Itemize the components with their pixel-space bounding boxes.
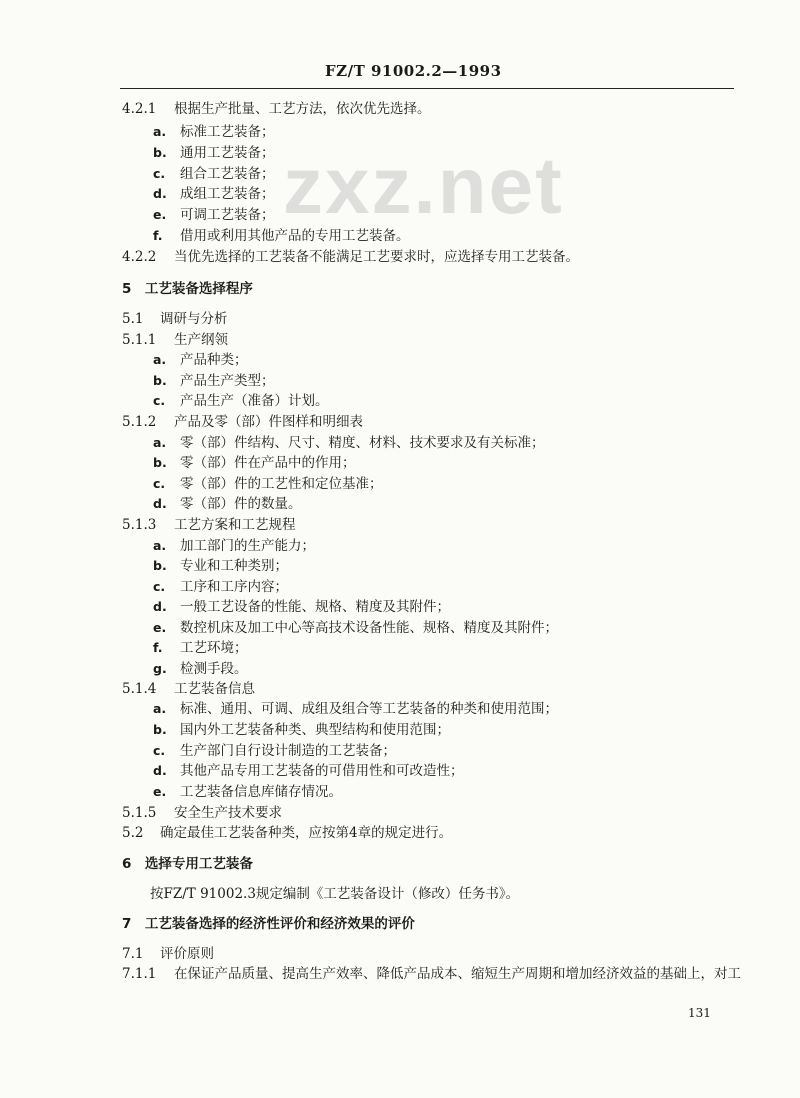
item-text: 数控机床及加工中心等高技术设备性能、规格、精度及其附件； xyxy=(180,620,558,636)
item-letter: b. xyxy=(153,722,167,737)
item-letter: b. xyxy=(153,558,167,573)
item-text: 工艺环境； xyxy=(180,640,248,656)
clause-text: 产品及零（部）件图样和明细表 xyxy=(174,414,363,430)
item-text: 一般工艺设备的性能、规格、精度及其附件； xyxy=(180,599,450,615)
item-text: 标准、通用、可调、成组及组合等工艺装备的种类和使用范围； xyxy=(180,701,558,717)
item-text: 专业和工种类别； xyxy=(180,558,288,574)
item-letter: a. xyxy=(153,701,167,716)
item-letter: e. xyxy=(153,207,167,222)
item-text: 成组工艺装备； xyxy=(180,186,275,202)
item-text: 其他产品专用工艺装备的可借用性和可改造性； xyxy=(180,763,464,779)
section-heading: 6 选择专用工艺装备 xyxy=(122,856,253,872)
item-letter: a. xyxy=(153,352,167,367)
item-text: 零（部）件结构、尺寸、精度、材料、技术要求及有关标准； xyxy=(180,435,545,451)
paragraph: 按FZ/T 91002.3规定编制《工艺装备设计（修改）任务书》。 xyxy=(150,886,520,902)
item-text: 通用工艺装备； xyxy=(180,145,275,161)
item-letter: a. xyxy=(153,435,167,450)
item-letter: g. xyxy=(153,661,167,676)
clause-text: 当优先选择的工艺装备不能满足工艺要求时，应选择专用工艺装备。 xyxy=(174,249,579,265)
section-heading: 7 工艺装备选择的经济性评价和经济效果的评价 xyxy=(122,916,415,932)
item-text: 借用或利用其他产品的专用工艺装备。 xyxy=(180,228,410,244)
item-letter: d. xyxy=(153,496,167,511)
clause-number: 5.2 xyxy=(122,825,144,841)
item-text: 工序和工序内容； xyxy=(180,579,288,595)
item-letter: e. xyxy=(153,784,167,799)
clause-number: 7.1 xyxy=(122,946,144,962)
clause-text: 工艺方案和工艺规程 xyxy=(174,517,296,533)
header-rule xyxy=(120,88,734,89)
item-letter: c. xyxy=(153,476,166,491)
clause-number: 5.1.3 xyxy=(122,517,157,533)
clause-number: 5.1.4 xyxy=(122,681,157,697)
item-text: 可调工艺装备； xyxy=(180,207,275,223)
item-letter: d. xyxy=(153,599,167,614)
item-text: 标准工艺装备； xyxy=(180,124,275,140)
item-letter: c. xyxy=(153,743,166,758)
clause-number: 4.2.1 xyxy=(122,101,157,117)
clause-text: 评价原则 xyxy=(160,946,214,962)
clause-text: 根据生产批量、工艺方法，依次优先选择。 xyxy=(174,101,431,117)
item-text: 检测手段。 xyxy=(180,661,248,677)
item-text: 零（部）件在产品中的作用； xyxy=(180,455,356,471)
clause-number: 5.1.2 xyxy=(122,414,157,430)
item-text: 国内外工艺装备种类、典型结构和使用范围； xyxy=(180,722,450,738)
item-letter: c. xyxy=(153,393,166,408)
item-text: 产品种类； xyxy=(180,352,248,368)
clause-text: 生产纲领 xyxy=(174,332,228,348)
clause-number: 7.1.1 xyxy=(122,966,157,982)
item-letter: d. xyxy=(153,763,167,778)
clause-text: 确定最佳工艺装备种类，应按第4章的规定进行。 xyxy=(160,825,453,841)
item-letter: b. xyxy=(153,455,167,470)
item-letter: c. xyxy=(153,579,166,594)
item-letter: a. xyxy=(153,124,167,139)
item-letter: e. xyxy=(153,620,167,635)
item-text: 零（部）件的数量。 xyxy=(180,496,302,512)
clause-number: 5.1.5 xyxy=(122,805,157,821)
item-text: 生产部门自行设计制造的工艺装备； xyxy=(180,743,396,759)
item-text: 组合工艺装备； xyxy=(180,166,275,182)
item-text: 工艺装备信息库储存情况。 xyxy=(180,784,342,800)
item-text: 零（部）件的工艺性和定位基准； xyxy=(180,476,383,492)
item-letter: c. xyxy=(153,166,166,181)
item-text: 产品生产（准备）计划。 xyxy=(180,393,329,409)
clause-text: 调研与分析 xyxy=(160,311,228,327)
item-letter: d. xyxy=(153,186,167,201)
watermark: zxz.net xyxy=(283,141,564,230)
clause-number: 5.1.1 xyxy=(122,332,157,348)
item-letter: a. xyxy=(153,538,167,553)
clause-number: 4.2.2 xyxy=(122,249,157,265)
item-text: 加工部门的生产能力； xyxy=(180,538,315,554)
clause-text: 工艺装备信息 xyxy=(174,681,255,697)
section-heading: 5 工艺装备选择程序 xyxy=(122,281,253,297)
clause-number: 5.1 xyxy=(122,311,144,327)
clause-text: 在保证产品质量、提高生产效率、降低产品成本、缩短生产周期和增加经济效益的基础上，对工 xyxy=(174,966,741,982)
document-header: FZ/T 91002.2—1993 xyxy=(325,62,502,80)
item-letter: b. xyxy=(153,145,167,160)
page-number: 131 xyxy=(688,1006,711,1020)
item-letter: b. xyxy=(153,373,167,388)
clause-text: 安全生产技术要求 xyxy=(174,805,282,821)
item-letter: f. xyxy=(153,228,163,243)
item-text: 产品生产类型； xyxy=(180,373,275,389)
item-letter: f. xyxy=(153,640,163,655)
